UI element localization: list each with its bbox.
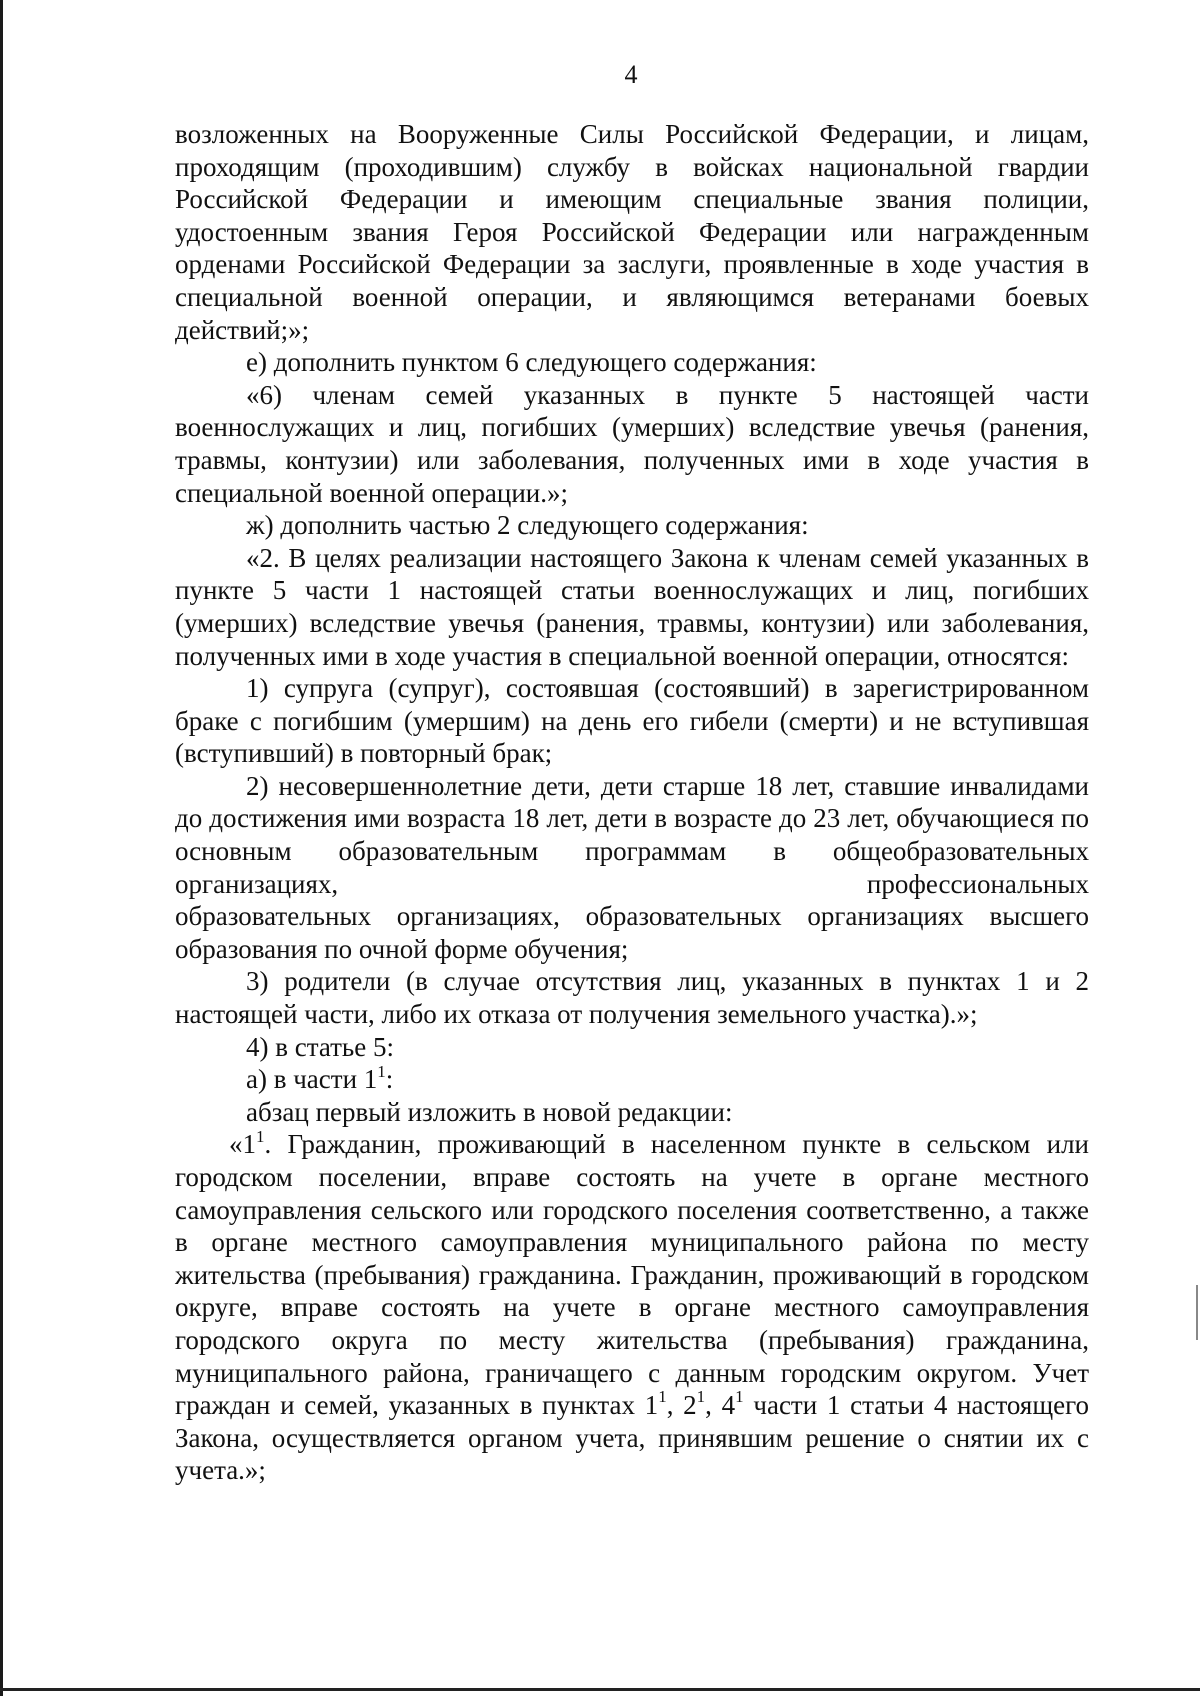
paragraph-continuation: возложенных на Вооруженные Силы Российской Федерации, и лицам, проходящим (проходившим) службу в войсках национальной гвардии Российской Федерации и имеющим специальные звания полиции, удостоенным звания Героя Российской Федерации или награжденным орденами Российской Федерации за заслуги, проявленные в ходе участия в специальной военной операции, и являющимся ветеранами боевых действий;»;: [175, 119, 1089, 345]
paragraph-part-1-1: [175, 1063, 1089, 1096]
new-text-body: . Гражданин, проживающий в населенном пункте в сельском или городском поселении, вправе состоять на учете в органе местного самоуправления сельского или городского поселения соответственно, а также в органе местного самоуправления муниципального района по месту жительства (пребывания) гражданина. Гражданин, проживающий в городском округе, вправе состоять на учете в органе местного самоуправления городского округа по месту жительства (пребывания) гражданина, муниципального района, граничащего с данным городским округом. Учет граждан и семей, указанных в пунктах 1: [175, 1129, 1089, 1421]
paragraph-part-2: «2. В целях реализации настоящего Закона к членам семей указанных в пункте 5 части 1 настоящей статьи военнослужащих и лиц, погибших (умерших) вследствие увечья (ранения, травмы, контузии) или заболевания, полученных ими в ходе участия в специальной военной операции, относятся:: [175, 542, 1089, 671]
part-1-1-colon: :: [385, 1064, 394, 1095]
paragraph-amendment-e: е) дополнить пунктом 6 следующего содержания:: [246, 347, 817, 378]
superscript: 1: [696, 1387, 706, 1407]
document-body: [175, 118, 1089, 1487]
separator: , 4: [705, 1390, 736, 1421]
paragraph-list-item-2: [175, 770, 1089, 966]
quote-open: «1: [229, 1129, 256, 1160]
superscript: 1: [735, 1387, 744, 1407]
paragraph-new-wording: абзац первый изложить в новой редакции:: [246, 1096, 733, 1127]
list-item-2-main: 2) несовершеннолетние дети, дети старше 18 лет, ставшие инвалидами до достижения ими возраста 18 лет, дети в возрасте до 23 лет, обучающиеся по основным образовательным программам в общеобразовательных организациях, профессиональных: [175, 770, 1089, 899]
separator: , 2: [666, 1390, 697, 1421]
list-item-2-tail: образовательных организациях, образовательных организациях высшего образования по очной форме обучения;: [175, 901, 1089, 964]
scan-edge-left: [0, 0, 3, 1696]
paragraph-article-5: 4) в статье 5:: [246, 1031, 394, 1062]
paragraph-amendment-zh: ж) дополнить частью 2 следующего содержания:: [246, 510, 809, 541]
page-number: 4: [624, 60, 638, 89]
paragraph-list-item-3: 3) родители (в случае отсутствия лиц, указанных в пунктах 1 и 2 настоящей части, либо их отказа от получения земельного участка).»;: [175, 966, 1089, 1030]
paragraph-item-6: «6) членам семей указанных в пункте 5 настоящей части военнослужащих и лиц, погибших (умерших) вследствие увечья (ранения, травмы, контузии) или заболевания, полученных ими в ходе участия в специальной военной операции.»;: [175, 379, 1089, 508]
superscript: 1: [658, 1387, 667, 1407]
scan-edge-right: [1196, 1285, 1198, 1340]
scan-edge-bottom: [0, 1688, 1200, 1691]
part-1-1-text: а) в части 1: [246, 1064, 378, 1095]
paragraph-list-item-1: 1) супруга (супруг), состоявшая (состоявший) в зарегистрированном браке с погибшим (умершим) на день его гибели (смерти) и не вступившая (вступивший) в повторный брак;: [175, 673, 1089, 769]
new-text-tail: части 1 статьи 4 настоящего Закона, осуществляется органом учета, принявшим решение о снятии их с учета.»;: [175, 1390, 1090, 1486]
superscript: 1: [377, 1061, 386, 1081]
paragraph-new-text-1-1: [175, 1128, 1089, 1487]
superscript: 1: [256, 1126, 265, 1146]
